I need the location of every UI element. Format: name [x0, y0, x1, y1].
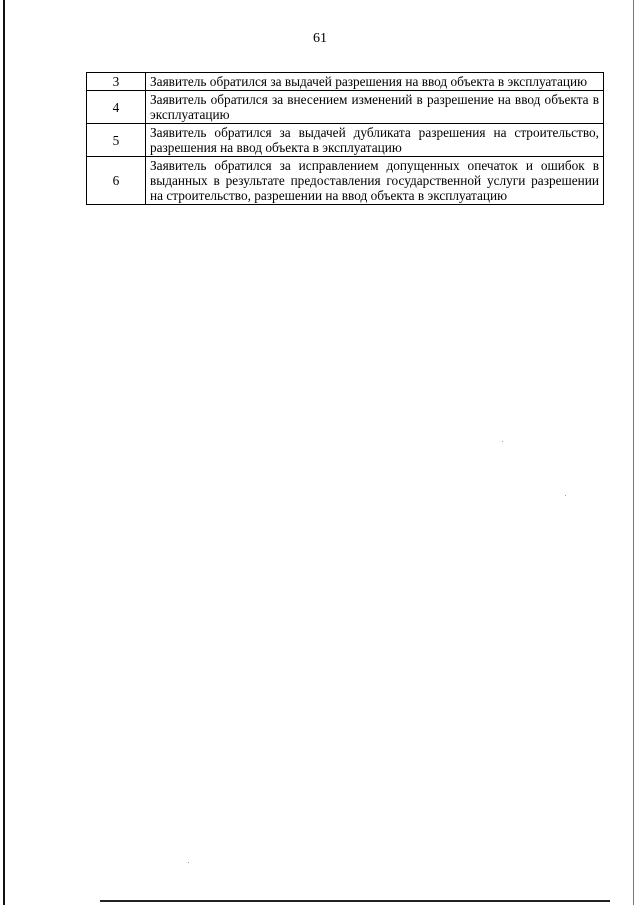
scan-speck: [502, 441, 503, 442]
row-description: Заявитель обратился за исправлением допущенных опечаток и ошибок в выданных в результате предоставления государственной услуги разрешении на строительство, разрешении на ввод объекта в эксплуатацию: [146, 157, 604, 205]
table-row: [87, 91, 604, 124]
row-description: Заявитель обратился за выдачей разрешения на ввод объекта в эксплуатацию: [146, 73, 604, 91]
row-number: 4: [87, 91, 146, 124]
scan-edge-bottom: [100, 900, 610, 902]
reasons-table: [86, 72, 604, 205]
scan-edge-left: [3, 0, 5, 905]
scan-edge-right: [633, 0, 634, 905]
table-row: [87, 73, 604, 91]
scan-speck: [188, 862, 189, 863]
row-description: Заявитель обратился за выдачей дубликата разрешения на строительство, разрешения на ввод объекта в эксплуатацию: [146, 124, 604, 157]
scan-speck: [565, 495, 566, 496]
page-number: 61: [313, 31, 327, 46]
row-description: Заявитель обратился за внесением изменений в разрешение на ввод объекта в эксплуатацию: [146, 91, 604, 124]
row-number: 3: [87, 73, 146, 91]
table-row: [87, 157, 604, 205]
table-row: [87, 124, 604, 157]
row-number: 5: [87, 124, 146, 157]
row-number: 6: [87, 157, 146, 205]
